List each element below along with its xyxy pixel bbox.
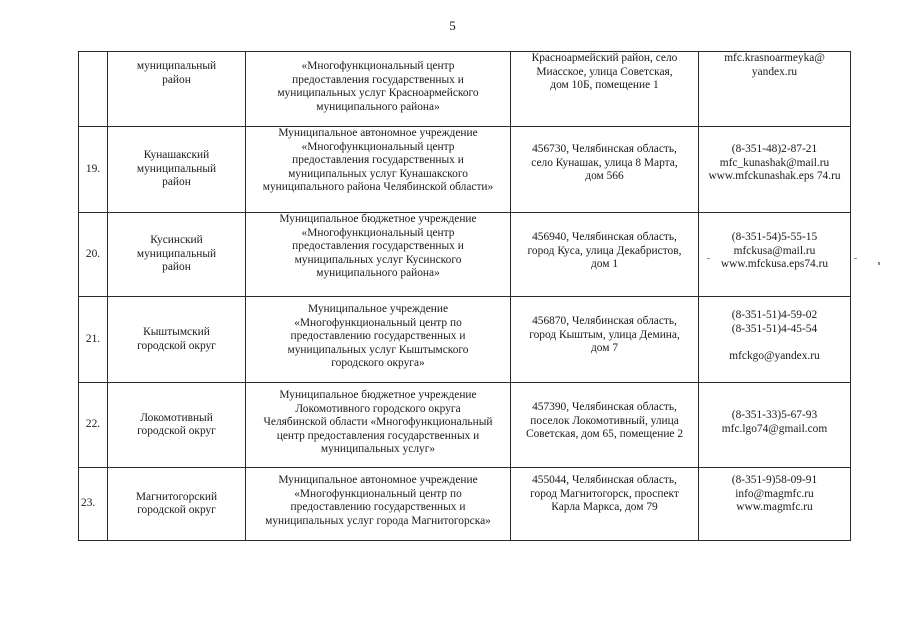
contact-line: mfc.krasnoarmeyka@ (724, 52, 825, 64)
organization-line: предоставлению государственных и (290, 330, 466, 342)
contact-line: www.magmfc.ru (736, 501, 813, 513)
address-line: город Магнитогорск, проспект (530, 487, 679, 500)
address-line: Советская, дом 65, помещение 2 (525, 428, 684, 440)
district-cell (108, 127, 246, 213)
district-line: муниципальный (136, 162, 217, 175)
organization-line: муниципальных услуг Кыштымского (287, 343, 469, 356)
organization-line: «Многофункциональный центр (301, 140, 455, 153)
district-line: городской округ (137, 339, 216, 352)
address-line: поселок Локомотивный, улица (530, 414, 679, 427)
contact-line: yandex.ru (751, 65, 798, 78)
district-line: район (162, 73, 191, 86)
district-line: Кунашакский (143, 149, 210, 162)
contact-line: mfckgo@yandex.ru (729, 349, 820, 362)
address-line: Красноармейский район, село (531, 52, 678, 64)
scan-speck (707, 258, 710, 259)
address-line: село Кунашак, улица 8 Марта, (531, 156, 678, 169)
address-cell (511, 127, 699, 213)
table-row (79, 127, 851, 213)
contact-line: (8-351-51)4-59-02 (731, 309, 818, 321)
address-line: 456870, Челябинская область, (532, 315, 677, 327)
row-number: 22. (79, 383, 108, 468)
organization-line: муниципального района Челябинской области» (262, 181, 494, 193)
address-cell (511, 297, 699, 383)
address-line: дом 566 (585, 170, 624, 182)
address-cell (511, 213, 699, 297)
contacts-cell (699, 52, 851, 127)
district-line: Локомотивный (140, 411, 213, 424)
contacts-cell (699, 468, 851, 541)
organization-line: предоставления государственных и (292, 154, 464, 166)
page-number: 5 (449, 18, 456, 33)
organization-cell (246, 468, 511, 541)
address-line: дом 10Б, помещение 1 (550, 79, 659, 91)
address-line: 456940, Челябинская область, (532, 231, 677, 243)
organization-line: предоставления государственных и (292, 73, 464, 86)
table-row (79, 468, 851, 541)
organization-line: муниципального района» (316, 100, 440, 113)
district-line: район (162, 261, 191, 274)
contacts-cell (699, 213, 851, 297)
district-cell (108, 297, 246, 383)
organization-line: Муниципальное автономное учреждение (278, 474, 478, 486)
row-number: 21. (79, 297, 108, 383)
district-line: Кыштымский (143, 326, 210, 338)
address-line: 455044, Челябинская область, (532, 474, 677, 486)
organization-cell (246, 127, 511, 213)
district-line: муниципальный (136, 60, 217, 72)
organization-line: Муниципальное автономное учреждение (278, 127, 478, 139)
organization-cell (246, 383, 511, 468)
contact-line: www.mfckusa.eps74.ru (720, 258, 829, 270)
organization-line: «Многофункциональный центр (301, 60, 455, 72)
address-line: Миасское, улица Советская, (536, 65, 673, 78)
organization-line: Муниципальное бюджетное учреждение (279, 213, 477, 225)
table-row (79, 383, 851, 468)
organization-cell (246, 213, 511, 297)
table-row (79, 52, 851, 127)
row-number: 19. (79, 127, 108, 213)
address-line: дом 1 (590, 258, 619, 270)
organization-line: «Многофункциональный центр по (294, 487, 462, 500)
organization-line: муниципальных услуг Кунашакского (288, 167, 468, 180)
district-line: городской округ (137, 425, 216, 437)
organization-line: муниципальных услуг города Магнитогорска» (265, 514, 491, 527)
row-number: 23. (79, 468, 108, 541)
contacts-cell (699, 127, 851, 213)
contact-line: (8-351-54)5-55-15 (731, 231, 818, 243)
organization-line: предоставления государственных и (292, 240, 464, 252)
contact-line: (8-351-51)4-45-54 (731, 322, 818, 335)
organization-line: муниципальных услуг» (320, 443, 436, 455)
address-cell (511, 468, 699, 541)
row-number (79, 52, 108, 127)
contact-line: info@magmfc.ru (735, 487, 814, 500)
address-line: город Кыштым, улица Демина, (529, 328, 680, 341)
district-line: Магнитогорский (135, 490, 218, 503)
district-cell (108, 383, 246, 468)
organization-line: Муниципальное учреждение (307, 303, 449, 315)
mfc-registry-table (78, 51, 851, 541)
organization-line: Челябинской области «Многофункциональный (263, 416, 493, 428)
address-line: 456730, Челябинская область, (532, 143, 677, 155)
district-cell (108, 468, 246, 541)
table-row (79, 297, 851, 383)
contact-line: (8-351-48)2-87-21 (731, 143, 818, 155)
organization-line: «Многофункциональный центр по (294, 316, 462, 329)
scan-speck (878, 262, 880, 265)
contact-line: mfckusa@mail.ru (733, 244, 816, 257)
organization-cell (246, 297, 511, 383)
contact-line: mfc.lgo74@gmail.com (721, 422, 828, 435)
contact-line: www.mfckunashak.eps 74.ru (708, 170, 841, 182)
address-cell (511, 383, 699, 468)
address-cell (511, 52, 699, 127)
contacts-cell (699, 297, 851, 383)
scan-speck (854, 258, 857, 259)
address-line: город Куса, улица Декабристов, (527, 244, 682, 257)
organization-line: Локомотивного городского округа (295, 402, 461, 415)
organization-line: городского округа» (331, 357, 425, 369)
organization-line: «Многофункциональный центр (301, 226, 455, 239)
address-line: 457390, Челябинская область, (532, 401, 677, 413)
organization-line: Муниципальное бюджетное учреждение (279, 389, 477, 401)
district-line: район (162, 176, 191, 189)
organization-line: муниципального района» (316, 267, 440, 279)
address-line: Карла Маркса, дом 79 (551, 501, 658, 513)
organization-line: предоставлению государственных и (290, 501, 466, 513)
organization-line: муниципальных услуг Красноармейского (277, 87, 479, 99)
address-line: дом 7 (590, 342, 619, 354)
district-line: городской округ (137, 504, 216, 516)
table-row (79, 213, 851, 297)
contact-line: (8-351-33)5-67-93 (731, 409, 818, 421)
organization-cell (246, 52, 511, 127)
contact-line: (8-351-9)58-09-91 (731, 474, 818, 486)
district-cell (108, 213, 246, 297)
district-cell (108, 52, 246, 127)
contacts-cell (699, 383, 851, 468)
district-line: муниципальный (136, 247, 217, 260)
row-number: 20. (79, 213, 108, 297)
organization-line: центр предоставления государственных и (276, 429, 480, 442)
district-line: Кусинский (150, 234, 203, 247)
contact-line: mfc_kunashak@mail.ru (719, 156, 830, 169)
blank-line (703, 336, 846, 350)
organization-line: муниципальных услуг Кусинского (294, 253, 462, 266)
